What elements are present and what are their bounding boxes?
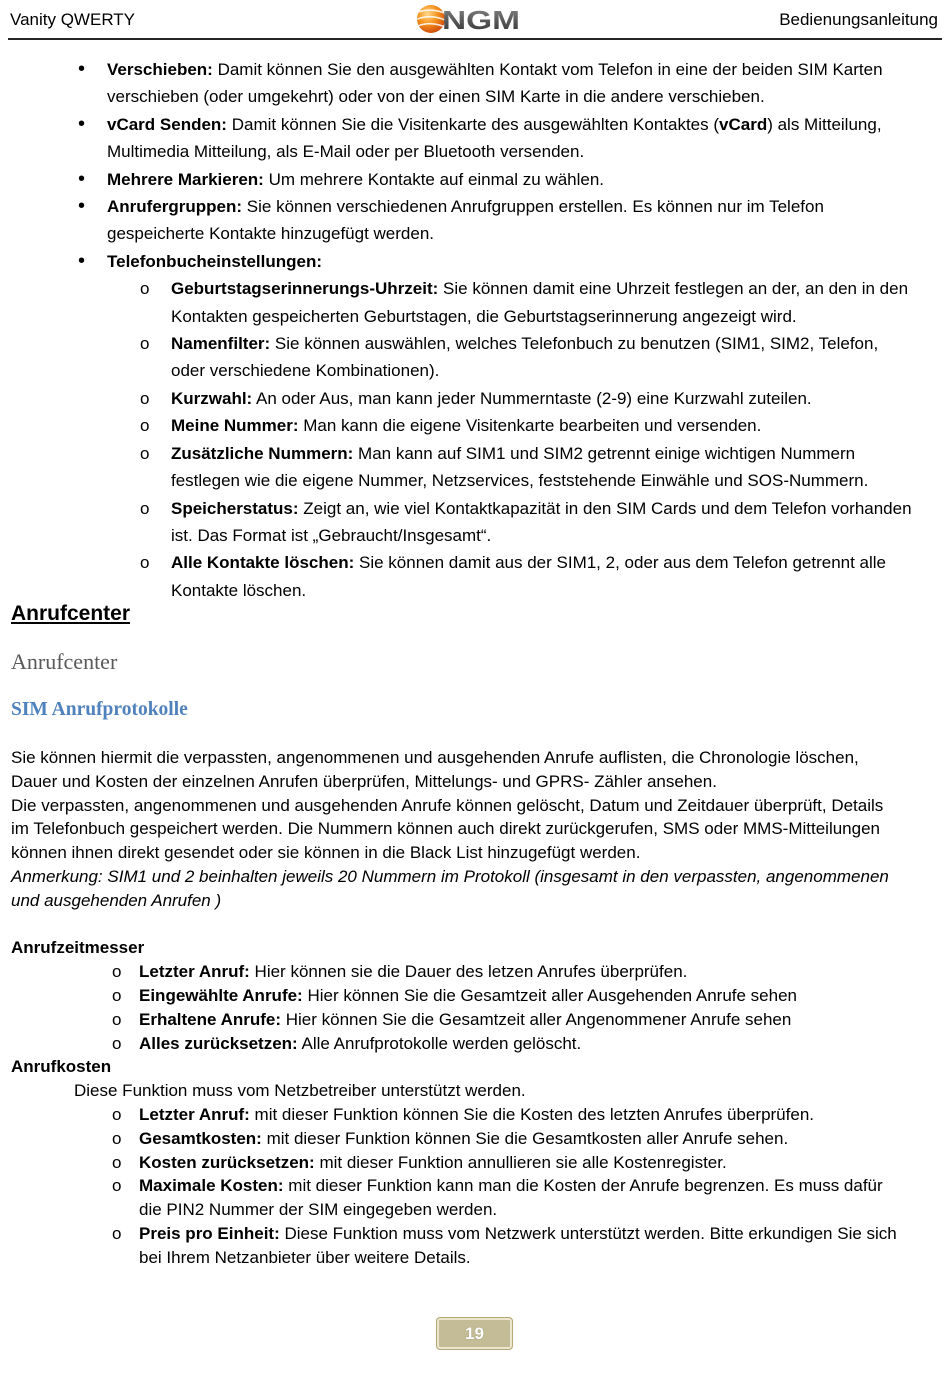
setting-text: Man kann die eigene Visitenkarte bearbeiten und versenden. <box>303 416 762 436</box>
setting-term: Namenfilter: <box>171 334 271 354</box>
sub-marker: o <box>112 1152 122 1172</box>
paragraph: Die verpassten, angenommenen und ausgehenden Anrufe können gelöscht, Datum und Zeitdauer überprüft, Details im Telefonbuch gespeichert werden. Die Nummern können auch direkt zurückgerufen, SMS oder MMS-Mitteilungen können ihnen direkt gesendet oder sie können in die Black List hinzugefügt werden. <box>11 795 884 863</box>
list-item <box>78 248 943 604</box>
sub-list-item <box>140 275 943 330</box>
sub-list-item <box>112 1008 943 1032</box>
sub-list-item <box>112 1151 943 1175</box>
call-costs-intro: Diese Funktion muss vom Netzbetreiber unterstützt werden. <box>74 1081 526 1101</box>
setting-text: Zeigt an, wie viel Kontaktkapazität in den SIM Cards und dem Telefon vorhanden ist. Das Format ist „Gebraucht/Insgesamt“. <box>171 498 912 545</box>
option-text: Damit können Sie die Visitenkarte des ausgewählten Kontaktes ( <box>231 114 720 134</box>
subsection-title: SIM Anrufprotokolle <box>11 699 188 720</box>
sub-marker: o <box>140 498 150 518</box>
header-rule <box>8 38 942 40</box>
sub-list-item <box>140 549 943 604</box>
item-term: Gesamtkosten: <box>139 1128 262 1148</box>
option-term: Anrufergruppen: <box>107 197 243 217</box>
contact-options-list <box>78 56 943 604</box>
setting-text: An oder Aus, man kann jeder Nummerntaste (2-9) eine Kurzwahl zuteilen. <box>256 388 812 408</box>
option-term: Mehrere Markieren: <box>107 169 264 189</box>
sub-list-item <box>112 1174 943 1222</box>
sub-marker: o <box>112 1223 122 1243</box>
sub-list-item <box>140 385 943 412</box>
sub-marker: o <box>112 1033 122 1053</box>
item-term: Preis pro Einheit: <box>139 1223 280 1243</box>
sub-list-item <box>112 1127 943 1151</box>
section-title: Anrufcenter <box>11 649 118 674</box>
setting-term: Zusätzliche Nummern: <box>171 443 354 463</box>
item-term: Letzter Anruf: <box>139 1104 250 1124</box>
option-text: Damit können Sie den ausgewählten Kontakt vom Telefon in eine der beiden SIM Karten verschieben (oder umgekehrt) oder von der einen SIM Karte in die andere verschieben. <box>107 60 883 107</box>
call-costs-list <box>11 1103 943 1270</box>
sub-list-item <box>140 495 943 550</box>
bullet-marker: • <box>78 112 86 135</box>
document-type: Bedienungsanleitung <box>779 10 938 29</box>
item-term: Alles zurücksetzen: <box>139 1033 298 1053</box>
item-text: mit dieser Funktion kann man die Kosten der Anrufe begrenzen. Es muss dafür die PIN2 Nummer der SIM eingegeben werden. <box>139 1176 883 1220</box>
product-name: Vanity QWERTY <box>10 10 136 29</box>
sub-marker: o <box>112 1128 122 1148</box>
sub-marker: o <box>140 443 150 463</box>
sub-marker: o <box>140 416 150 436</box>
sub-marker: o <box>112 962 122 982</box>
page-header <box>0 0 950 40</box>
sub-marker: o <box>140 279 150 299</box>
setting-text: Sie können damit aus der SIM1, 2, oder aus dem Telefon getrennt alle Kontakte löschen. <box>171 553 887 600</box>
item-text: mit dieser Funktion annullieren sie alle Kostenregister. <box>319 1152 727 1172</box>
setting-text: Sie können damit eine Uhrzeit festlegen an der, an den in den Kontakten gespeicherten Geburtstagen, die Geburtstagserinnerung angezeigt wird. <box>171 279 909 326</box>
item-text: Hier können Sie die Gesamtzeit aller Angenommener Anrufe sehen <box>285 1009 792 1029</box>
setting-text: Man kann auf SIM1 und SIM2 getrennt einige wichtigen Nummern festlegen wie die eigene Nummer, Netzservices, feststehende Einwähle und SOS-Nummern. <box>171 443 869 491</box>
item-term: Letzter Anruf: <box>139 962 250 982</box>
item-term: Erhaltene Anrufe: <box>139 1009 282 1029</box>
option-inline-bold: vCard <box>719 114 768 134</box>
option-text: Sie können verschiedenen Anrufgruppen erstellen. Es können nur im Telefon gespeicherte Kontakte hinzugefügt werden. <box>107 197 824 244</box>
bullet-marker: • <box>78 167 86 190</box>
item-text: Alle Anrufprotokolle werden gelöscht. <box>301 1033 582 1053</box>
setting-text: Sie können auswählen, welches Telefonbuch zu benutzen (SIM1, SIM2, Telefon, oder verschiedene Kombinationen). <box>171 334 879 381</box>
sub-marker: o <box>112 1176 122 1196</box>
sub-list-item <box>140 330 943 385</box>
sub-list-item <box>140 412 943 439</box>
paragraph: Sie können hiermit die verpassten, angenommenen und ausgehenden Anrufe auflisten, die Chronologie löschen, Dauer und Kosten der einzelnen Anrufen überprüfen, Mittelungs- und GPRS- Zähler ansehen. <box>11 748 859 791</box>
option-text: Um mehrere Kontakte auf einmal zu wählen. <box>268 169 605 189</box>
item-term: Maximale Kosten: <box>139 1176 284 1196</box>
setting-term: Speicherstatus: <box>171 498 299 518</box>
bullet-marker: • <box>78 58 86 80</box>
list-item <box>78 193 943 248</box>
phonebook-settings-list <box>140 275 943 604</box>
call-timer-list <box>11 960 943 1055</box>
item-text: mit dieser Funktion können Sie die Gesamtkosten aller Anrufe sehen. <box>266 1128 789 1148</box>
list-item <box>78 111 943 166</box>
sub-marker: o <box>112 1009 122 1029</box>
list-item <box>78 56 943 111</box>
logo-wordmark: NGM <box>442 5 520 35</box>
sub-list-item <box>112 960 943 984</box>
option-term: vCard Senden: <box>107 114 227 134</box>
sub-marker: o <box>112 985 122 1005</box>
bullet-marker: • <box>78 195 86 218</box>
section-heading: Anrufcenter <box>11 602 131 625</box>
sub-marker: o <box>140 388 150 408</box>
setting-term: Geburtstagserinnerungs-Uhrzeit: <box>171 279 439 299</box>
call-timer-heading: Anrufzeitmesser <box>11 938 145 958</box>
call-costs-heading: Anrufkosten <box>11 1057 112 1077</box>
page-number: 19 <box>465 1324 484 1343</box>
item-text: Hier können sie die Dauer des letzen Anrufes überprüfen. <box>254 962 688 982</box>
sub-list-item <box>112 1222 943 1270</box>
option-text: ) als Mitteilung, Multimedia Mitteilung, als E-Mail oder per Bluetooth versenden. <box>107 114 882 162</box>
page-number-badge <box>436 1317 513 1350</box>
sub-marker: o <box>112 1104 122 1124</box>
option-term: Verschieben: <box>107 60 213 79</box>
sub-marker: o <box>140 334 150 354</box>
sub-list-item <box>112 1103 943 1127</box>
item-text: Diese Funktion muss vom Netzwerk unterstützt werden. Bitte erkundigen Sie sich bei Ihrem Netzanbieter über weitere Details. <box>139 1223 897 1267</box>
note: Anmerkung: SIM1 und 2 beinhalten jeweils 20 Nummern im Protokoll (insgesamt in den verpassten, angenommenen und ausgehenden Anrufen ) <box>11 866 889 910</box>
sub-marker: o <box>140 553 150 573</box>
item-text: mit dieser Funktion können Sie die Kosten des letzten Anrufes überprüfen. <box>254 1104 814 1124</box>
ngm-logo <box>414 1 524 37</box>
call-center-body <box>11 746 943 1270</box>
list-item <box>78 166 943 193</box>
item-term: Eingewählte Anrufe: <box>139 985 303 1005</box>
item-text: Hier können Sie die Gesamtzeit aller Ausgehenden Anrufe sehen <box>307 985 797 1005</box>
setting-term: Alle Kontakte löschen: <box>171 553 355 573</box>
item-term: Kosten zurücksetzen: <box>139 1152 315 1172</box>
sub-list-item <box>140 440 943 495</box>
setting-term: Kurzwahl: <box>171 388 253 408</box>
sub-list-item <box>112 1032 943 1056</box>
bullet-marker: • <box>78 249 86 272</box>
option-term: Telefonbucheinstellungen: <box>107 251 323 271</box>
setting-term: Meine Nummer: <box>171 416 299 436</box>
sub-list-item <box>112 984 943 1008</box>
